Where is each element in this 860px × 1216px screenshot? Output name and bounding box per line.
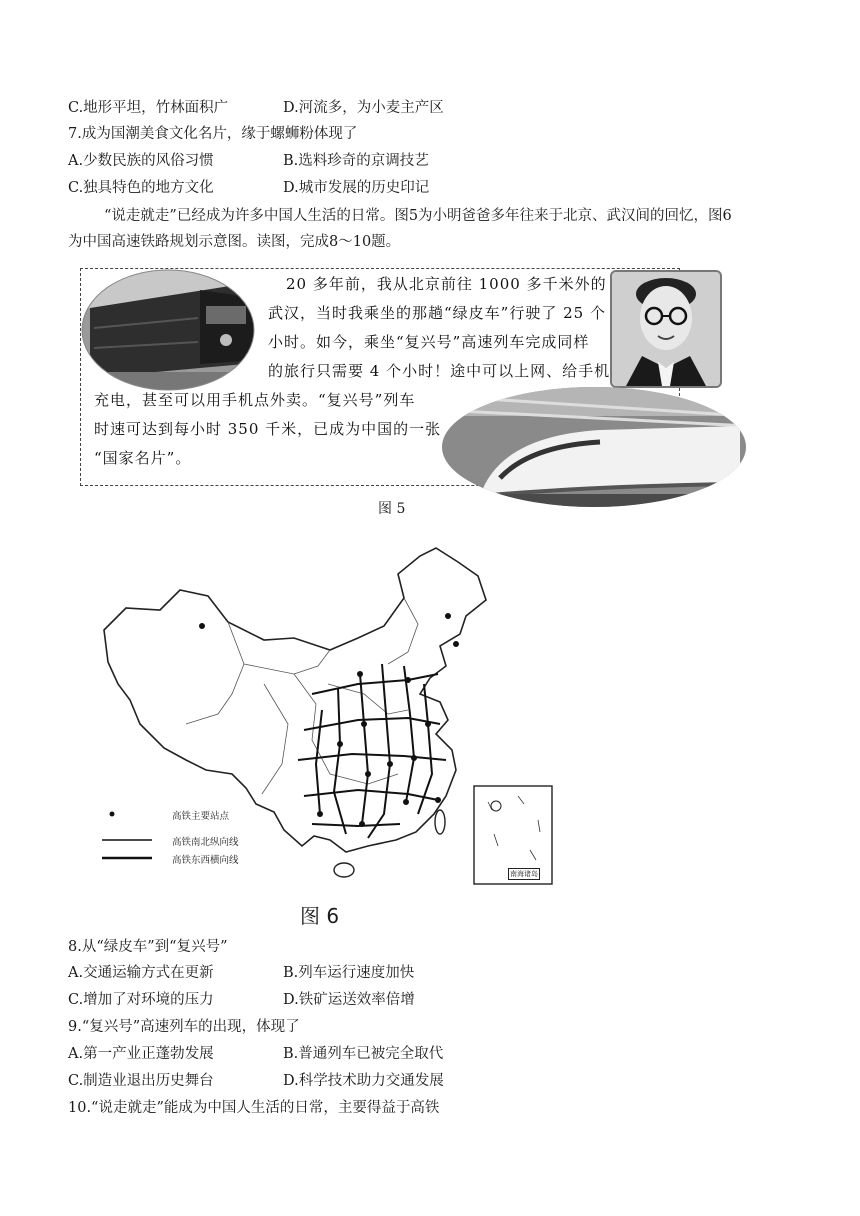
q7-option-b: B.选料珍奇的京调技艺 (283, 153, 429, 169)
legend-north-south: 高铁南北纵向线 (172, 837, 239, 848)
figure-6-caption: 图 6 (300, 904, 340, 928)
figure-5-text-line-5: 充电，甚至可以用手机点外卖。“复兴号”列车 (94, 391, 416, 409)
q7-option-d: D.城市发展的历史印记 (283, 180, 430, 196)
q7-option-a: A.少数民族的风俗习惯 (68, 153, 214, 169)
q8-option-a: A.交通运输方式在更新 (68, 965, 214, 981)
q8-option-b: B.列车运行速度加快 (283, 965, 415, 981)
figure-5-text-line-2: 武汉，当时我乘坐的那趟“绿皮车”行驶了 25 个 (268, 304, 606, 322)
fuxing-train-photo (440, 386, 748, 508)
q7-option-c: C.独具特色的地方文化 (68, 180, 214, 196)
figure-5-text-line-1: 20 多年前，我从北京前往 1000 多千米外的 (286, 275, 607, 293)
father-portrait (610, 270, 722, 388)
q7-stem: 7.成为国潮美食文化名片，缘于螺蛳粉体现了 (68, 126, 358, 142)
green-train-photo (80, 268, 256, 392)
legend-east-west: 高铁东西横向线 (172, 855, 239, 866)
figure-5-text-line-4: 的旅行只需要 4 个小时！途中可以上网、给手机 (268, 362, 611, 380)
inset-label: 南海诸岛 (510, 870, 538, 878)
q10-stem: 10.“说走就走”能成为中国人生活的日常，主要得益于高铁 (68, 1100, 440, 1116)
q9-stem: 9.“复兴号”高速列车的出现，体现了 (68, 1019, 300, 1035)
china-hsr-map (68, 534, 568, 930)
east-west-hsr-lines (298, 674, 446, 826)
q8-option-d: D.铁矿运送效率倍增 (283, 992, 415, 1008)
figure-5 (74, 262, 734, 517)
figure-5-text-line-6: 时速可达到每小时 350 千米，已成为中国的一张 (94, 420, 442, 438)
figure-5-caption: 图 5 (378, 501, 406, 517)
figure-5-text-line-3: 小时。如今，乘坐“复兴号”高速列车完成同样 (268, 333, 590, 351)
q9-option-a: A.第一产业正蓬勃发展 (68, 1046, 214, 1062)
q6-option-c: C.地形平坦，竹林面积广 (68, 100, 229, 116)
q8-option-c: C.增加了对环境的压力 (68, 992, 214, 1008)
q9-option-b: B.普通列车已被完全取代 (283, 1046, 444, 1062)
q9-option-c: C.制造业退出历史舞台 (68, 1073, 214, 1089)
q6-option-d: D.河流多，为小麦主产区 (283, 100, 444, 116)
intro-line-2: 为中国高速铁路规划示意图。读图，完成8～10题。 (68, 234, 401, 250)
intro-line-1: “说走就走”已经成为许多中国人生活的日常。图5为小明爸爸多年往来于北京、武汉间的回忆，图6 (104, 208, 732, 224)
figure-6-map (68, 534, 568, 930)
figure-5-text-line-7: “国家名片”。 (94, 449, 192, 467)
q8-stem: 8.从“绿皮车”到“复兴号” (68, 939, 228, 955)
legend-station: 高铁主要站点 (172, 811, 230, 822)
q9-option-d: D.科学技术助力交通发展 (283, 1073, 444, 1089)
